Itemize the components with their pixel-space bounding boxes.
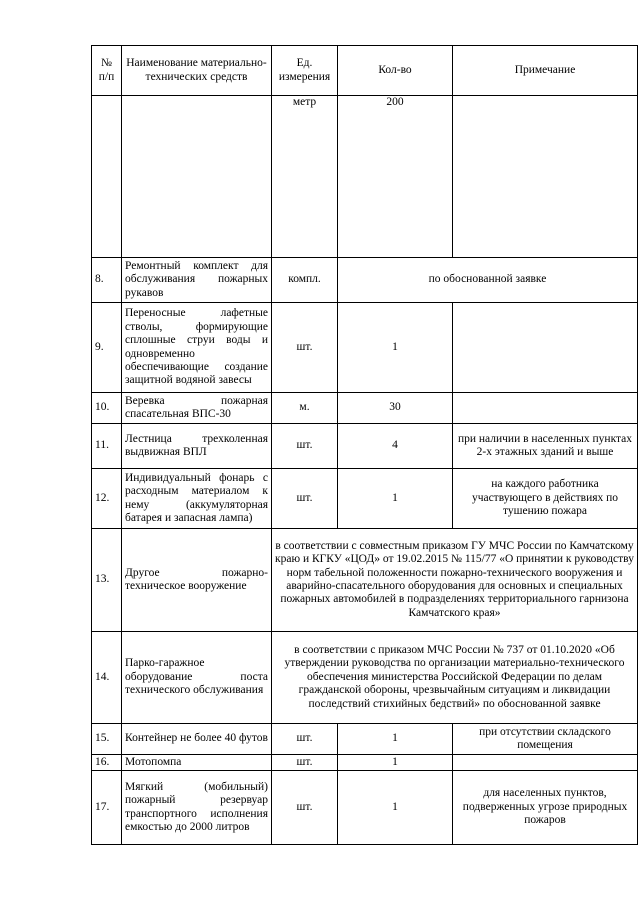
row-name: Мягкий (мобильный) пожарный резервуар транспортного исполнения емкостью до 2000 литров (122, 771, 272, 845)
row-span-note: по обоснованной заявке (338, 258, 638, 303)
header-unit: Ед. измерения (272, 46, 338, 96)
table-row (92, 424, 638, 469)
row-qty: 1 (338, 755, 453, 771)
row-note (453, 393, 638, 424)
table-row (92, 393, 638, 424)
row-name: Другое пожарно-техническое вооружение (122, 529, 272, 632)
table-row (92, 632, 638, 724)
header-qty: Кол-во (338, 46, 453, 96)
row-unit: шт. (272, 469, 338, 529)
row-num: 11. (92, 424, 122, 469)
row-num: 15. (92, 724, 122, 755)
row-qty: 1 (338, 724, 453, 755)
row-num: 14. (92, 632, 122, 724)
row-qty: 1 (338, 469, 453, 529)
row-qty: 200 (338, 96, 453, 258)
header-note: Примечание (453, 46, 638, 96)
row-unit: шт. (272, 303, 338, 393)
header-name: Наименование материально-технических средств (122, 46, 272, 96)
row-note (453, 303, 638, 393)
row-note: на каждого работника участвующего в действиях по тушению пожара (453, 469, 638, 529)
row-qty: 1 (338, 303, 453, 393)
row-num: 8. (92, 258, 122, 303)
row-name: Переносные лафетные стволы, формирующие сплошные струи воды и одновременно обеспечивающие создание защитной водяной завесы (122, 303, 272, 393)
row-num: 12. (92, 469, 122, 529)
table-row (92, 303, 638, 393)
row-num (92, 96, 122, 258)
row-unit: метр (272, 96, 338, 258)
row-note (453, 755, 638, 771)
table-row (92, 724, 638, 755)
table-row (92, 755, 638, 771)
row-note (453, 96, 638, 258)
header-num: № п/п (92, 46, 122, 96)
table-row (92, 469, 638, 529)
row-name: Лестница трехколенная выдвижная ВПЛ (122, 424, 272, 469)
row-num: 17. (92, 771, 122, 845)
row-span-note: в соответствии с приказом МЧС России № 737 от 01.10.2020 «Об утверждении руководства по организации материально-технического обеспечения министерства Российской Федерации по делам гражданской обороны, чрезвычайным ситуациям и ликвидации последствий стихийных бедствий» по обоснованной заявке (272, 632, 638, 724)
row-num: 9. (92, 303, 122, 393)
row-note: при наличии в населенных пунктах 2-х этажных зданий и выше (453, 424, 638, 469)
row-qty: 30 (338, 393, 453, 424)
row-unit: шт. (272, 755, 338, 771)
row-num: 10. (92, 393, 122, 424)
row-name: Индивидуальный фонарь с расходным материалом к нему (аккумуляторная батарея и запасная лампа) (122, 469, 272, 529)
row-name: Контейнер не более 40 футов (122, 724, 272, 755)
row-name: Мотопомпа (122, 755, 272, 771)
table-row (92, 529, 638, 632)
row-num: 13. (92, 529, 122, 632)
table-row (92, 96, 638, 258)
table-row (92, 258, 638, 303)
row-name: Ремонтный комплект для обслуживания пожарных рукавов (122, 258, 272, 303)
row-span-note: в соответствии с совместным приказом ГУ МЧС России по Камчатскому краю и КГКУ «ЦОД» от 19.02.2015 № 115/77 «О принятии к руководству норм табельной положенности пожарно-технического вооружения и аварийно-спасательного оборудования для основных и специальных пожарных автомобилей в подразделениях территориального гарнизона Камчатского края» (272, 529, 638, 632)
row-num: 16. (92, 755, 122, 771)
row-qty: 4 (338, 424, 453, 469)
row-name: Веревка пожарная спасательная ВПС-30 (122, 393, 272, 424)
row-unit: шт. (272, 424, 338, 469)
row-unit: компл. (272, 258, 338, 303)
row-note: при отсутствии складского помещения (453, 724, 638, 755)
header-row (92, 46, 638, 96)
row-unit: шт. (272, 724, 338, 755)
row-unit: шт. (272, 771, 338, 845)
row-name: Парко-гаражное оборудование поста технического обслуживания (122, 632, 272, 724)
table-row (92, 771, 638, 845)
row-unit: м. (272, 393, 338, 424)
row-qty: 1 (338, 771, 453, 845)
equipment-table (91, 45, 638, 845)
row-note: для населенных пунктов, подверженных угрозе природных пожаров (453, 771, 638, 845)
row-name (122, 96, 272, 258)
